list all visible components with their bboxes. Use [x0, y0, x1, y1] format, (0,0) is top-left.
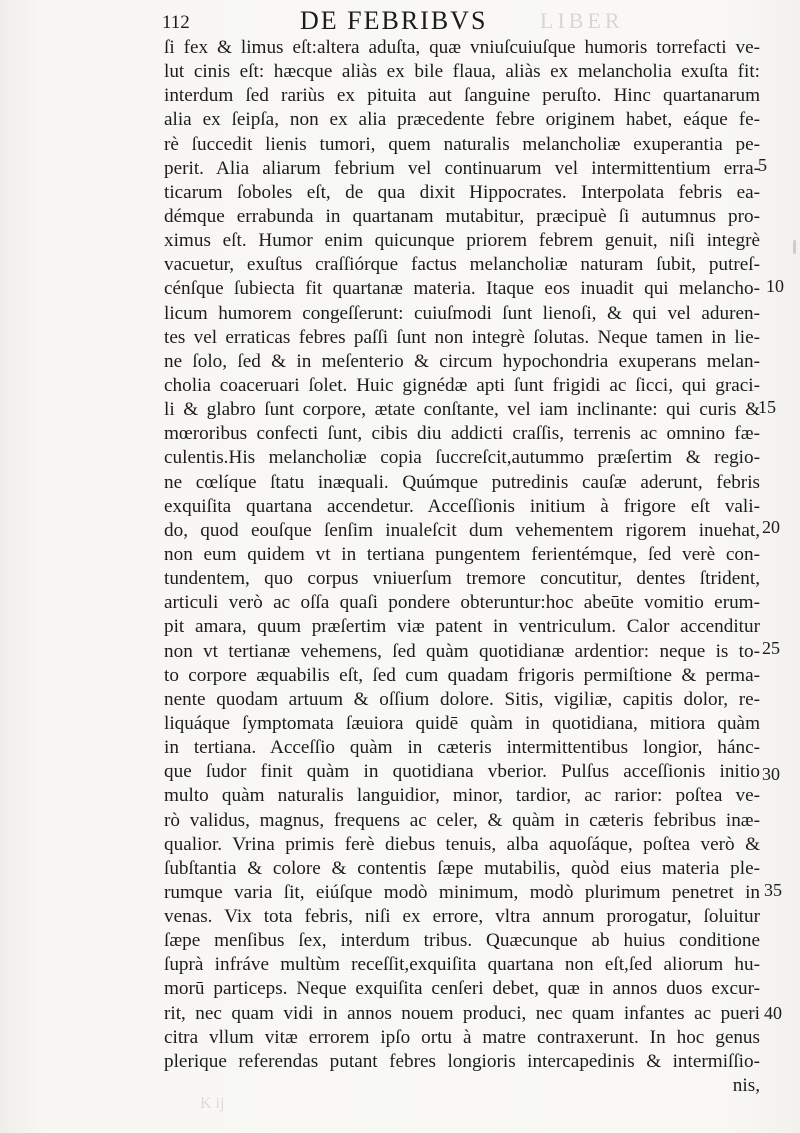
line-number-10: 10 [766, 276, 784, 296]
text-line: pit amara, quum præſertim viæ patent in ventriculum. Calor accenditur [164, 616, 760, 638]
text-line: ticarum ſoboles eſt, de qua dixit Hippocrates. Interpolata febris ea- [164, 181, 760, 203]
line-number-20: 20 [762, 517, 780, 537]
text-line: ne ſolo, ſed & in meſenterio & circum hypochondria exuperans melan- [164, 350, 760, 372]
text-line: liquáque ſymptomata ſæuiora quidē quàm in quotidiana, mitiora quàm [164, 712, 760, 734]
text-line: licum humorem congeſſerunt: cuiuſmodi ſunt lienoſi, & qui vel aduren- [164, 302, 760, 324]
text-line: non eum quidem vt in tertiana pungentem ferientémque, ſed verè con- [164, 543, 760, 565]
text-line: li & glabro ſunt corpore, ætate conſtante, vel iam inclinante: qui curis & [164, 399, 760, 421]
text-line: ſubſtantia & colore & contentis ſæpe mutabilis, quòd eius materia ple- [164, 857, 760, 879]
text-line: rò validus, magnus, frequens ac celer, & quàm in cæteris febribus inæ- [164, 809, 760, 831]
text-line: que ſudor finit quàm in quotidiana vberior. Pulſus acceſſionis initio [164, 761, 760, 783]
text-line: tundentem, quo corpus vniuerſum tremore concutitur, dentes ſtrident, [164, 568, 760, 590]
text-line: articuli verò ac oſſa quaſi pondere obteruntur:hoc abeūte vomitio erum- [164, 592, 760, 614]
line-number-40: 40 [764, 1003, 782, 1023]
text-line: vacuetur, exuſtus craſſiórque factus melancholiæ naturam ſubit, putreſ- [164, 254, 760, 276]
text-line: rit, nec quam vidi in annos nouem produci, nec quam infantes ac pueri [164, 1002, 760, 1024]
page-edge-mark [793, 240, 796, 254]
text-line: to corpore æquabilis eſt, ſed cum quadam frigoris permiſtione & perma- [164, 664, 760, 686]
text-line: ſuprà infráve multùm receſſit,exquiſita quartana non eſt,ſed aliorum hu- [164, 954, 760, 976]
text-line: rè ſuccedit lienis tumori, quem naturalis melancholiæ exuperantia pe- [164, 133, 760, 155]
text-line: alia ex ſeipſa, non ex alia præcedente febre originem habet, eáque fe- [164, 109, 760, 131]
text-line: ſæpe menſibus ſex, interdum tribus. Quæcunque ab huius conditione [164, 930, 760, 952]
page-header [0, 6, 800, 36]
text-line: interdum ſed rariùs ex pituita aut ſanguine peruſto. Hinc quartanarum [164, 85, 760, 107]
line-number-25: 25 [762, 638, 780, 658]
text-line: perit. Alia aliarum febrium vel continuarum vel intermittentium erra- [164, 157, 760, 179]
text-line: multo quàm naturalis languidior, minor, tardior, ac rarior: poſtea ve- [164, 785, 760, 807]
text-line: cholia coaceruari ſolet. Huic gignédæ apti ſunt frigidi ac ſicci, qui graci- [164, 374, 760, 396]
text-line: culentis.His melancholiæ copia ſuccreſcit,autummo præſertim & regio- [164, 447, 760, 469]
text-line: non vt tertianæ vehemens, ſed quàm quotidianæ ardentior: neque is to- [164, 640, 760, 662]
text-line: exquiſita quartana accendetur. Acceſſionis initium à frigore eſt vali- [164, 495, 760, 517]
text-line: nente quodam artuum & oſſium dolore. Sitis, vigiliæ, capitis dolor, re- [164, 688, 760, 710]
text-line: démque errabunda in quartanam mutabitur, præcipuè ſi autumnus pro- [164, 205, 760, 227]
running-title: DE FEBRIBVS [300, 6, 488, 35]
text-line: qualior. Vrina primis ferè diebus tenuis, alba aquoſáque, poſtea verò & [164, 833, 760, 855]
text-line: ne cœlíque ſtatu inæquali. Quúmque putredinis cauſæ aderunt, febris [164, 471, 760, 493]
text-line: cénſque ſubiecta fit quartanæ materia. Itaque eos inuadit qui melancho- [164, 278, 760, 300]
text-line: mœroribus confecti ſunt, cibis diu addicti craſſis, terrenis ac omnino fæ- [164, 423, 760, 445]
line-number-15: 15 [758, 397, 776, 417]
catchword: nis, [732, 1075, 760, 1097]
body-text [164, 36, 764, 1098]
text-line: ximus eſt. Humor enim quicunque priorem febrem genuit, niſi integrè [164, 230, 760, 252]
line-number-5: 5 [758, 155, 767, 175]
text-line: do, quod eouſque ſenſim inualeſcit dum vehementem rigorem inuehat, [164, 519, 760, 541]
text-line: plerique referendas putant febres longioris intercapedinis & intermiſſio- [164, 1050, 760, 1072]
text-line: tes vel erraticas febres paſſi ſunt non integrè ſolutas. Neque tamen in lie- [164, 326, 760, 348]
text-line: in tertiana. Acceſſio quàm in cæteris intermittentibus longior, hánc- [164, 737, 760, 759]
text-line: venas. Vix tota febris, niſi ex errore, vltra annum prorogatur, ſoluitur [164, 906, 760, 928]
line-number-30: 30 [762, 764, 780, 784]
text-line: morū particeps. Neque exquiſita cenſeri debet, quæ in annos duos excur- [164, 978, 760, 1000]
text-line: lut cinis eſt: hæcque aliàs ex bile flaua, aliàs ex melancholia exuſta fit: [164, 61, 760, 83]
text-line: ſi fex & limus eſt:altera aduſta, quæ vniuſcuiuſque humoris torrefacti ve- [164, 37, 760, 58]
text-line: citra vllum vitæ errorem ipſo ortu à matre contraxerunt. In hoc genus [164, 1026, 760, 1048]
signature-mark: K ij [200, 1095, 225, 1112]
page-number: 112 [162, 12, 190, 33]
line-number-35: 35 [764, 880, 782, 900]
text-line: rumque varia ſit, eiúſque modò minimum, modò plurimum penetret in [164, 881, 760, 903]
bleed-through-text: LIBER [540, 8, 624, 33]
